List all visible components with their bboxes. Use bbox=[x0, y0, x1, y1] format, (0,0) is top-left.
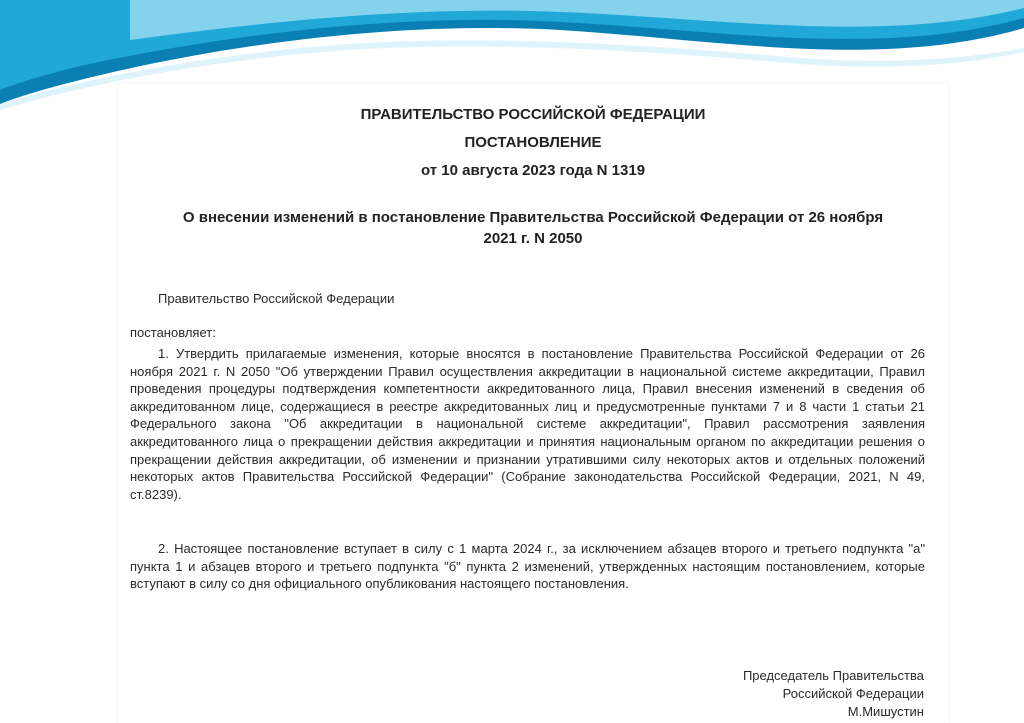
issuer-text: Правительство Российской Федерации bbox=[158, 291, 395, 306]
signature-title-line1: Председатель Правительства bbox=[742, 668, 924, 683]
doc-type-heading: ПОСТАНОВЛЕНИЕ bbox=[464, 134, 602, 151]
date-number-heading: от 10 августа 2023 года N 1319 bbox=[420, 162, 646, 179]
item-2-paragraph: 2. Настоящее постановление вступает в силу с 1 марта 2024 г., за исключением абзацев второго и третьего подпункта "а" пункта 1 и абзацев второго и третьего подпункта "б" пункта 2 изменений, утвержденных настоящим постановлением, которые вступают в силу со дня официального опубликования настоящего постановления. bbox=[130, 541, 925, 592]
org-heading: ПРАВИТЕЛЬСТВО РОССИЙСКОЙ ФЕДЕРАЦИИ bbox=[360, 106, 706, 123]
item-1-paragraph: 1. Утвердить прилагаемые изменения, которые вносятся в постановление Правительства Российской Федерации от 26 ноября 2021 г. N 2050 "Об утверждении Правил осуществления аккредитации в национальной системе аккредитации, Правил проведения процедуры подтверждения компетентности аккредитованного лица, Правил внесения изменений в сведения об аккредитованном лице, содержащиеся в реестре аккредитованных лиц и предусмотренные пунктами 7 и 8 части 1 статьи 21 Федерального закона "Об аккредитации в национальной системе аккредитации", Правил рассмотрения заявления аккредитованного лица о прекращении действия аккредитации и принятия национальным органом по аккредитации решения о прекращении действия аккредитации, об изменении и признании утратившими силу некоторых актов и отдельных положений некоторых актов Правительства Российской Федерации" (Собрание законодательства Российской Федерации, 2021, N 49, ст.8239). bbox=[130, 346, 925, 502]
document-title-line1: О внесении изменений в постановление Правительства Российской Федерации от 26 ноября bbox=[182, 209, 884, 226]
document-page bbox=[118, 84, 948, 723]
signature-name: М.Мишустин bbox=[847, 704, 924, 719]
signature-title-line2: Российской Федерации bbox=[782, 686, 924, 701]
decrees-text: постановляет: bbox=[130, 325, 216, 340]
document-title-line2: 2021 г. N 2050 bbox=[483, 230, 583, 247]
